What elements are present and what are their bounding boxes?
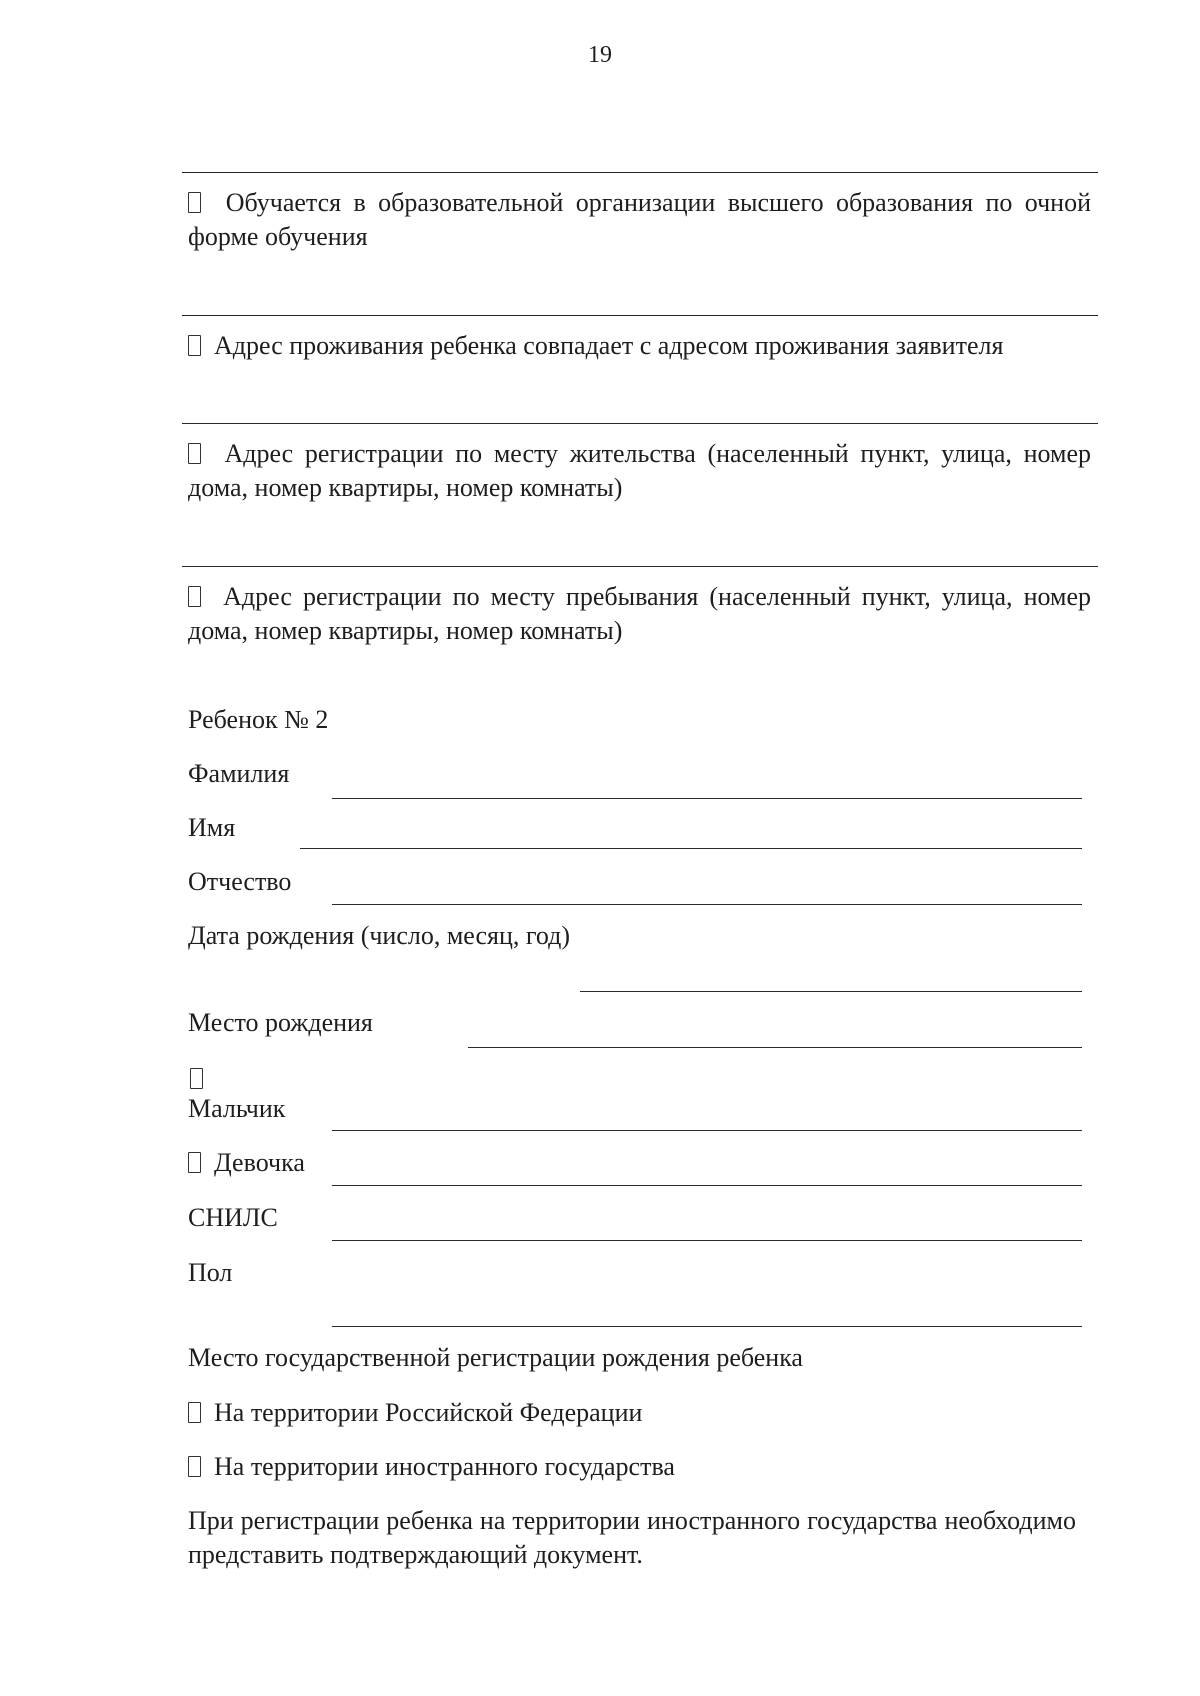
option-stay-address bbox=[188, 580, 1091, 648]
boy-label: Мальчик bbox=[188, 1094, 286, 1123]
page-number: 19 bbox=[588, 42, 612, 68]
checkbox-stay-address[interactable] bbox=[188, 586, 201, 607]
registration-note: При регистрации ребенка на территории иностранного государства необходимо представить подтверждающий документ. bbox=[188, 1506, 1076, 1569]
boy-field[interactable] bbox=[332, 1130, 1082, 1131]
option-stay-address-label: Адрес регистрации по месту пребывания (населенный пункт, улица, номер дома, номер квартиры, номер комнаты) bbox=[188, 582, 1091, 645]
child-heading: Ребенок № 2 bbox=[188, 705, 329, 734]
option-foreign bbox=[188, 1450, 675, 1484]
checkbox-boy[interactable] bbox=[190, 1068, 203, 1089]
field-line-3 bbox=[182, 423, 1098, 424]
snils-field[interactable] bbox=[332, 1240, 1082, 1241]
registration-heading: Место государственной регистрации рождения ребенка bbox=[188, 1343, 803, 1372]
patronymic-label: Отчество bbox=[188, 867, 292, 896]
option-russia bbox=[188, 1396, 642, 1430]
snils-label: СНИЛС bbox=[188, 1203, 278, 1232]
field-line-4 bbox=[182, 566, 1098, 567]
checkbox-foreign[interactable] bbox=[188, 1456, 201, 1477]
option-full-time-study bbox=[188, 186, 1091, 254]
sex-field[interactable] bbox=[332, 1326, 1082, 1327]
name-field[interactable] bbox=[300, 848, 1082, 849]
option-foreign-label: На территории иностранного государства bbox=[214, 1452, 675, 1481]
name-label: Имя bbox=[188, 813, 236, 842]
surname-label: Фамилия bbox=[188, 759, 290, 788]
option-residence-address-label: Адрес регистрации по месту жительства (населенный пункт, улица, номер дома, номер квартиры, номер комнаты) bbox=[188, 439, 1092, 502]
field-line-1 bbox=[182, 172, 1098, 173]
birthdate-label: Дата рождения (число, месяц, год) bbox=[188, 921, 571, 950]
girl-option bbox=[188, 1146, 305, 1180]
field-line-2 bbox=[182, 315, 1098, 316]
surname-field[interactable] bbox=[332, 798, 1082, 799]
checkbox-girl[interactable] bbox=[188, 1152, 201, 1173]
girl-label: Девочка bbox=[214, 1148, 305, 1177]
checkbox-residence-address[interactable] bbox=[188, 443, 201, 464]
option-full-time-study-label: Обучается в образовательной организации высшего образования по очной форме обучения bbox=[188, 188, 1091, 251]
checkbox-full-time-study[interactable] bbox=[188, 192, 201, 213]
birthplace-field[interactable] bbox=[468, 1047, 1082, 1048]
option-same-address-label: Адрес проживания ребенка совпадает с адресом проживания заявителя bbox=[214, 331, 1004, 360]
option-residence-address bbox=[188, 437, 1091, 505]
birthdate-field[interactable] bbox=[580, 991, 1082, 992]
checkbox-russia[interactable] bbox=[188, 1402, 201, 1423]
girl-field[interactable] bbox=[332, 1185, 1082, 1186]
option-russia-label: На территории Российской Федерации bbox=[214, 1398, 643, 1427]
checkbox-same-address[interactable] bbox=[188, 335, 201, 356]
sex-label: Пол bbox=[188, 1258, 233, 1287]
birthplace-label: Место рождения bbox=[188, 1008, 373, 1037]
option-same-address bbox=[188, 329, 1098, 363]
patronymic-field[interactable] bbox=[332, 904, 1082, 905]
